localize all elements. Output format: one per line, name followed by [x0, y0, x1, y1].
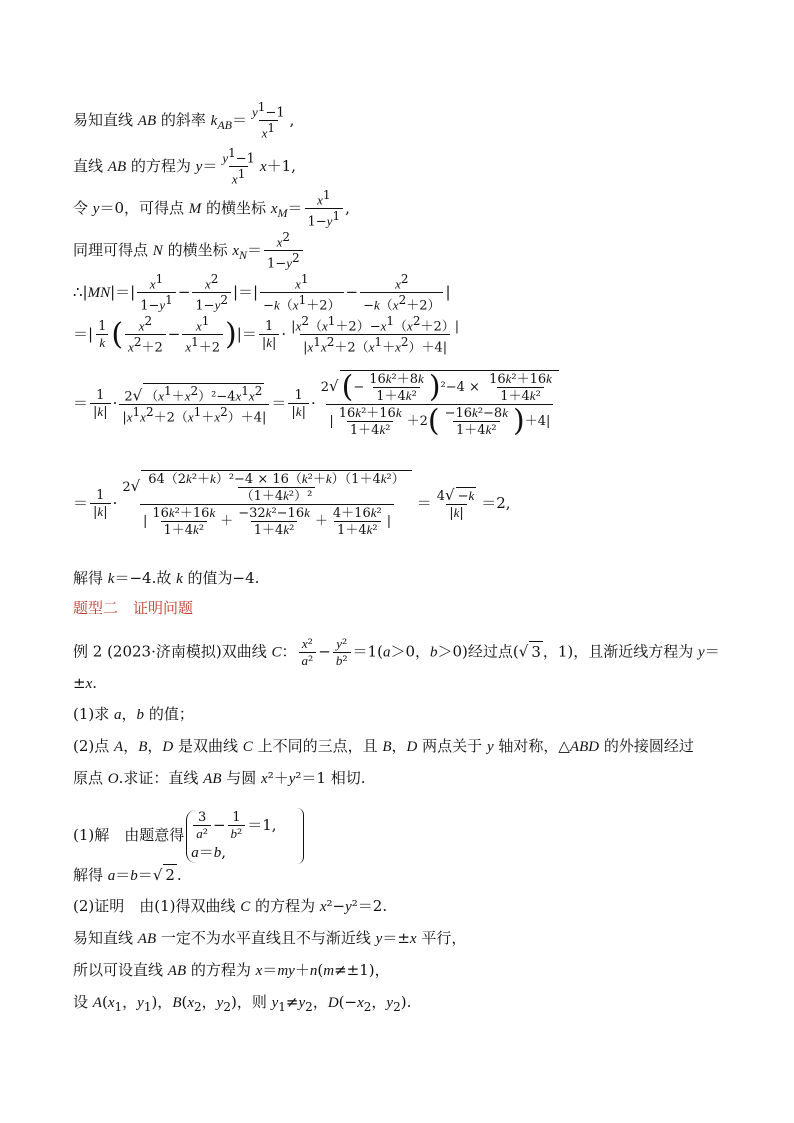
line-equation: 直线 AB 的方程为 y＝ $\frac{y^1-1}{x^1}$ x＋1,	[73, 146, 296, 187]
question-2b: 原点 O.求证：直线 AB 与圆 x²＋y²＝1 相切.	[73, 769, 366, 787]
line-step7: ＝ $\frac{1}{|k|}$ · $\frac{2√ (x^1+x^2)^2-4x^1x^2}{|x^1x^2+2(x^1+x^2)+4|}$ ＝ $\frac{1}{|k|}$ · 2√ (− $\frac{\text{16k²＋8k}}{\text{1＋4k²}}$ )²−4 × $\frac{\text{16k²＋16k}}{\text{1＋4k²}}$ | $\frac{\text{16k²＋16k}}{\text{1＋4k²}}$ ＋2( $\frac{\text{−16k²−8k}}{\text{1＋4k²}}$ )＋4|	[73, 370, 564, 438]
line-result: 解得 k＝−4.故 k 的值为−4.	[73, 569, 260, 587]
section-title: 题型二 证明问题	[73, 599, 194, 617]
example2-line1: 例 2 (2023·济南模拟)双曲线 C： $\frac{\text{x²}}{\text{a²}}$ − $\frac{\text{y²}}{\text{b²}}$ ＝1(a＞0，b＞0)经过点(√ 3 ，1)，且渐近线方程为 y＝	[73, 636, 720, 669]
line-xn: 同理可得点 N 的横坐标 $x_N=$ $\frac{x^2}{1-y^2}$	[73, 230, 305, 272]
line-slope: 易知直线 AB 的斜率 $k_{AB}=$ $\frac{y^1-1}{x^1}$ ,	[73, 100, 295, 141]
solution-1: (1)解 由题意得 $\frac{3}{\text{a²}}$ − $\frac{1}{\text{b²}}$ ＝1, a＝b,	[73, 808, 304, 864]
line-mn: ∴|MN|＝| $\frac{x^1}{1-y^1}$ − $\frac{x^2}{1-y^2}$ |＝| $\frac{x^1}{-k(x^1+2)}$ − $\frac{x^2}{-k(x^2+2)}$ |	[73, 272, 451, 314]
line-xm: 令 y＝0，可得点 M 的横坐标 $x_M=$ $\frac{x^1}{1-y^1}$ ,	[73, 188, 350, 230]
solution-2-line4: 设 $A(x_1$，$y_1$)，$B(x_2$，$y_2$)，则 $y_1\ne y_2$，$D(-x_2$，$y_2$).	[73, 993, 412, 1014]
solution-1-result: 解得 a＝b＝√ 2 .	[73, 866, 182, 884]
question-2a: (2)点 A，B，D 是双曲线 C 上不同的三点，且 B，D 两点关于 y 轴对称，△ABD 的外接圆经过	[73, 737, 694, 755]
solution-2-line3: 所以可设直线 AB 的方程为 x＝my＋n(m≠±1)，	[73, 961, 390, 979]
solution-2-line2: 易知直线 AB 一定不为水平直线且不与渐近线 y＝±x 平行，	[73, 929, 467, 947]
question-1: (1)求 a，b 的值；	[73, 705, 194, 723]
solution-2-line1: (2)证明 由(1)得双曲线 C 的方程为 x²−y²＝2.	[73, 897, 388, 915]
example2-line2: ±x.	[73, 674, 98, 692]
line-step8: ＝ $\frac{1}{|k|}$ · 2√ $\frac{\text{64（2k²＋k）²−4 × 16（k²＋k）（1＋4k²）}}{\text{（1＋4k²）²}}$ | $\frac{\text{16k²＋16k}}{\text{1＋4k²}}$ ＋ $\frac{\text{−32k²−16k}}{\text{1＋4k²}}$ ＋ $\frac{\text{4＋16k²}}{\text{1＋4k²}}$ | ＝ $\frac{4√ -k}{|k|}$ ＝2,	[73, 471, 511, 538]
line-step6: ＝| $\frac{1}{k}$ ( $\frac{x^2}{x^2+2}$ − $\frac{x^1}{x^1+2}$ )|＝ $\frac{1}{|k|}$ · $\frac{|x^2(x^1+2)-x^1(x^2+2)|}{|x^1x^2+2(x^1+x^2)+4|}$	[73, 314, 460, 356]
